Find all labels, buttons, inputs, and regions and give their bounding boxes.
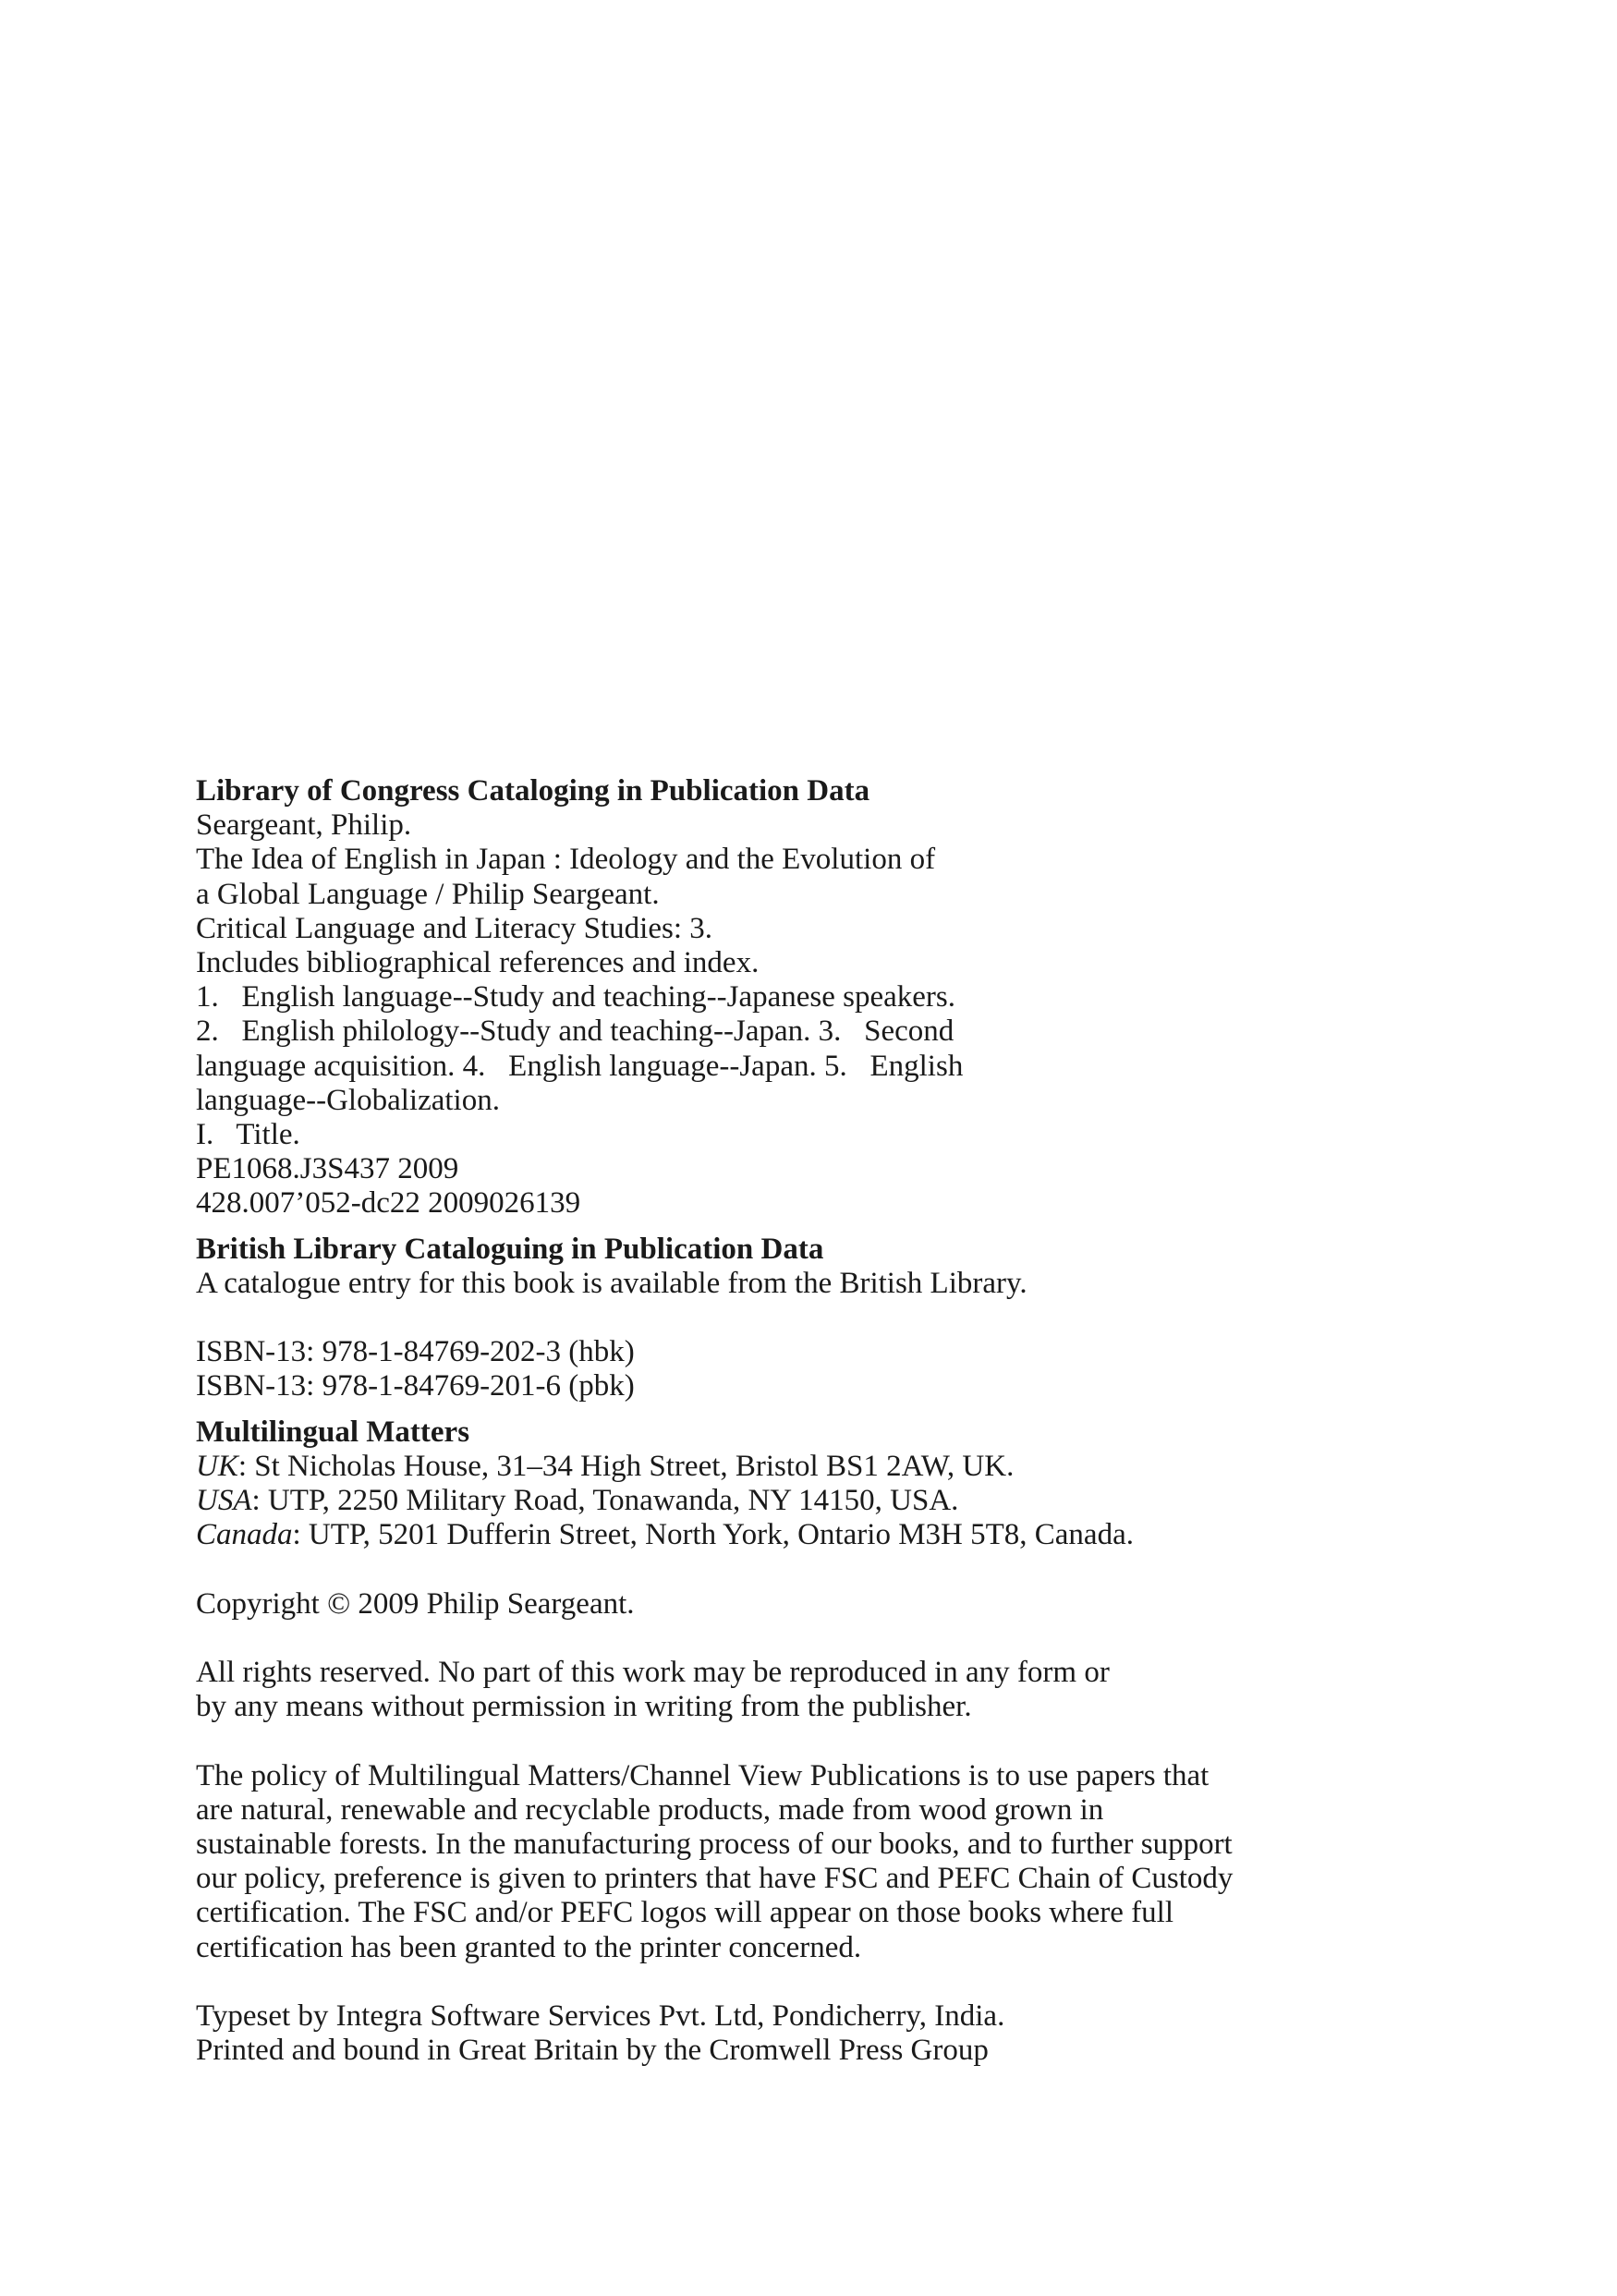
loc-cip-line: PE1068.J3S437 2009 [196, 1152, 459, 1186]
rights-block [196, 1656, 1489, 1724]
bl-cip-line: A catalogue entry for this book is available from the British Library. [196, 1266, 1027, 1300]
copyright-notice: Copyright © 2009 Philip Seargeant. [196, 1586, 635, 1621]
loc-cip-line: 2. English philology--Study and teaching--Japan. 3. Second [196, 1014, 954, 1049]
printing-block [196, 1999, 1489, 2068]
address-text: : UTP, 2250 Military Road, Tonawanda, NY 14150, USA. [251, 1484, 959, 1518]
publisher-block [196, 1415, 1489, 1553]
publisher-address-canada [196, 1518, 1489, 1552]
policy-line: The policy of Multilingual Matters/Channel View Publications is to use papers that [196, 1758, 1210, 1792]
loc-cip-line: Seargeant, Philip. [196, 808, 412, 843]
loc-cip-line: Critical Language and Literacy Studies: 3. [196, 911, 712, 945]
loc-cip-heading: Library of Congress Cataloging in Publication Data [196, 774, 870, 808]
address-label: UK [196, 1449, 238, 1483]
isbn-block [196, 1335, 1489, 1403]
address-label: Canada [196, 1518, 293, 1552]
publisher-name: Multilingual Matters [196, 1415, 470, 1449]
policy-line: certification has been granted to the printer concerned. [196, 1930, 862, 1964]
printed-line: Printed and bound in Great Britain by the Cromwell Press Group [196, 2034, 989, 2068]
isbn-hbk: ISBN-13: 978-1-84769-202-3 (hbk) [196, 1335, 635, 1369]
loc-cip-line: 428.007’052-dc22 2009026139 [196, 1186, 581, 1221]
loc-cip-block [196, 774, 1489, 1221]
address-label: USA [196, 1484, 252, 1518]
loc-cip-line: Includes bibliographical references and index. [196, 946, 760, 980]
loc-cip-line: language acquisition. 4. English language--Japan. 5. English [196, 1049, 964, 1083]
rights-line: by any means without permission in writing from the publisher. [196, 1690, 972, 1724]
bl-cip-heading: British Library Cataloguing in Publication Data [196, 1232, 824, 1266]
copyright-page [196, 774, 1489, 2068]
policy-line: sustainable forests. In the manufacturing process of our books, and to further support [196, 1828, 1233, 1862]
publisher-address-uk [196, 1450, 1489, 1484]
loc-cip-line: I. Title. [196, 1118, 300, 1152]
policy-line: our policy, preference is given to printers that have FSC and PEFC Chain of Custody [196, 1862, 1234, 1896]
policy-line: are natural, renewable and recyclable products, made from wood grown in [196, 1792, 1104, 1827]
bl-cip-block [196, 1233, 1489, 1301]
publisher-address-usa [196, 1484, 1489, 1518]
typeset-line: Typeset by Integra Software Services Pvt. Ltd, Pondicherry, India. [196, 1999, 1005, 2034]
rights-line: All rights reserved. No part of this work may be reproduced in any form or [196, 1656, 1110, 1690]
isbn-pbk: ISBN-13: 978-1-84769-201-6 (pbk) [196, 1369, 635, 1403]
paper-policy-block [196, 1759, 1489, 1965]
loc-cip-line: 1. English language--Study and teaching--Japanese speakers. [196, 980, 955, 1014]
loc-cip-line: a Global Language / Philip Seargeant. [196, 877, 660, 911]
address-text: : St Nicholas House, 31–34 High Street, Bristol BS1 2AW, UK. [237, 1449, 1015, 1483]
loc-cip-line: The Idea of English in Japan : Ideology and the Evolution of [196, 843, 936, 877]
policy-line: certification. The FSC and/or PEFC logos will appear on those books where full [196, 1896, 1173, 1930]
address-text: : UTP, 5201 Dufferin Street, North York, Ontario M3H 5T8, Canada. [292, 1518, 1134, 1552]
loc-cip-line: language--Globalization. [196, 1083, 500, 1117]
